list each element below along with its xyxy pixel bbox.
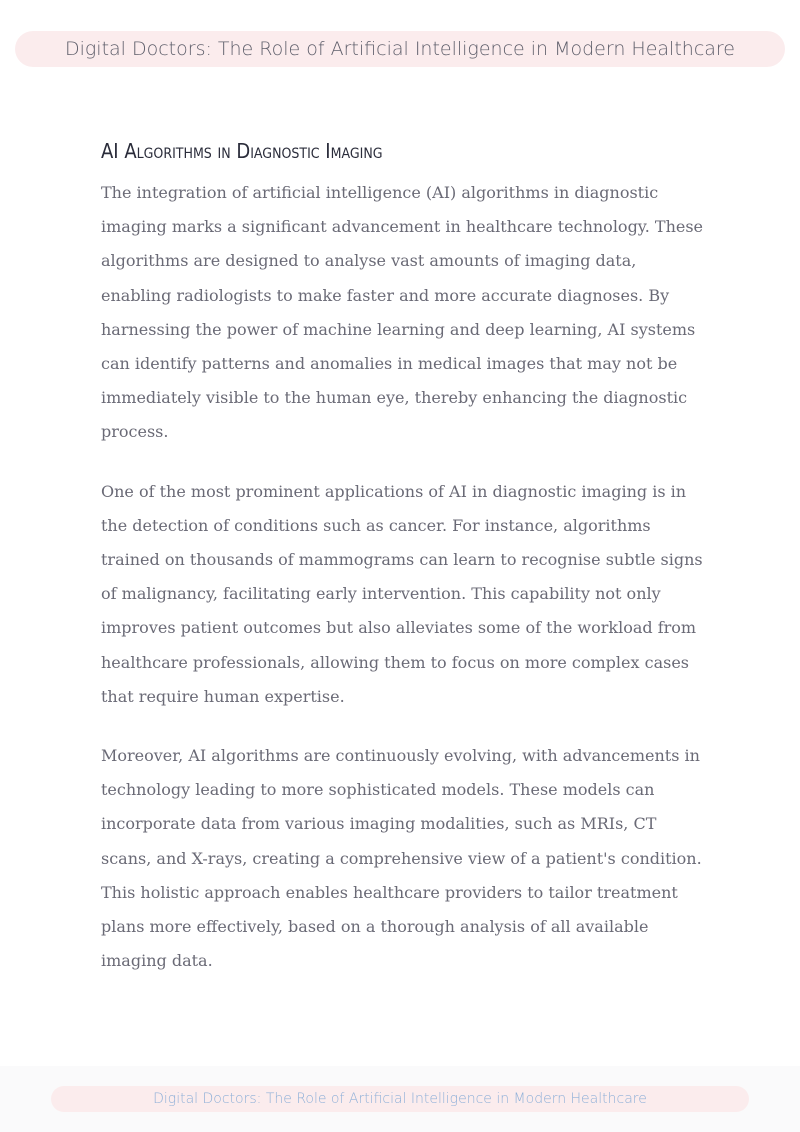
paragraph-1: The integration of artificial intelligence (AI) algorithms in diagnostic imaging marks a significant advancement in healthcare technology. These algorithms are designed to analyse vast amounts of imaging data, enabling radiologists to make faster and more accurate diagnoses. By harnessing the power of machine learning and deep learning, AI systems can identify patterns and anomalies in medical images that may not be immediately visible to the human eye, thereby enhancing the diagnostic process. <box>101 183 704 442</box>
header-title: Digital Doctors: The Role of Artificial Intelligence in Modern Healthcare <box>64 38 735 60</box>
footer-title: Digital Doctors: The Role of Artificial Intelligence in Modern Healthcare <box>153 1091 647 1107</box>
section-heading: AI Algorithms in Diagnostic Imaging <box>101 139 383 163</box>
paragraph-3: Moreover, AI algorithms are continuously evolving, with advancements in technology leading to more sophisticated models. These models can incorporate data from various imaging modalities, such as MRIs, CT scans, and X-rays, creating a comprehensive view of a patient's condition. This holistic approach enables healthcare providers to tailor treatment plans more effectively, based on a thorough analysis of all available imaging data. <box>101 746 702 971</box>
paragraph-2: One of the most prominent applications of AI in diagnostic imaging is in the detection of conditions such as cancer. For instance, algorithms trained on thousands of mammograms can learn to recognise subtle signs of malignancy, facilitating early intervention. This capability not only improves patient outcomes but also alleviates some of the workload from healthcare professionals, allowing them to focus on more complex cases that require human expertise. <box>101 481 703 706</box>
header-banner <box>15 31 785 67</box>
footer-banner <box>51 1086 749 1112</box>
main-content <box>101 136 711 1003</box>
